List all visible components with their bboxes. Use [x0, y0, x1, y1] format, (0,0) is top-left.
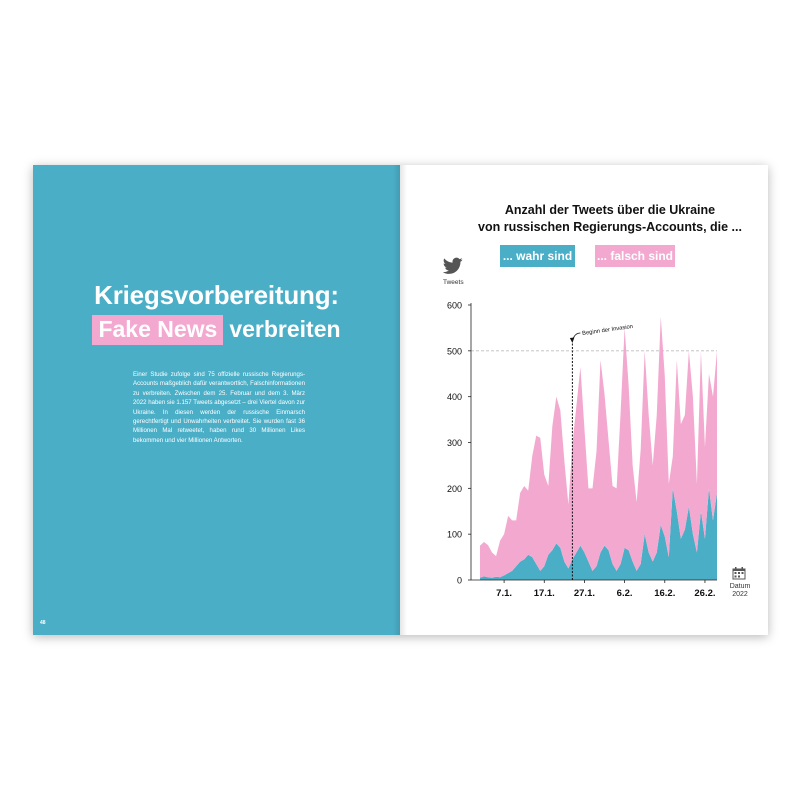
headline-line-1: Kriegsvorbereitung: — [94, 280, 339, 310]
y-tick-label-500: 500 — [446, 346, 462, 357]
x-tick-label-0: 7.1. — [496, 588, 513, 599]
invasion-arrow-head — [570, 338, 575, 344]
legend-false: ... falsch sind — [595, 245, 675, 267]
legend-true: ... wahr sind — [500, 245, 575, 267]
left-page — [33, 165, 400, 635]
page-number: 48 — [40, 620, 46, 626]
right-page — [400, 165, 768, 635]
book-spread — [33, 165, 768, 635]
x-tick-label-5: 26.2. — [694, 588, 716, 599]
y-tick-label-200: 200 — [446, 483, 462, 494]
page-gutter-shadow — [393, 165, 407, 635]
x-axis-title-line-2: 2022 — [732, 591, 748, 598]
tweets-area-chart — [400, 165, 768, 635]
chart-title-line-1: Anzahl der Tweets über die Ukraine — [504, 203, 716, 217]
x-tick-label-3: 6.2. — [616, 588, 633, 599]
y-tick-label-0: 0 — [456, 575, 462, 586]
x-axis-title-line-1: Datum — [729, 583, 751, 590]
y-tick-label-600: 600 — [446, 300, 462, 311]
y-tick-label-400: 400 — [446, 392, 462, 403]
chart-title-line-2: von russischen Regierungs-Accounts, die ... — [478, 220, 742, 234]
y-tick-label-300: 300 — [446, 438, 462, 448]
y-tick-label-100: 100 — [446, 529, 462, 540]
invasion-arrow — [572, 333, 580, 341]
headline-rest: verbreiten — [229, 316, 341, 342]
x-tick-label-2: 27.1. — [573, 588, 596, 599]
y-axis-title: Tweets — [443, 279, 464, 286]
body-text: Einer Studie zufolge sind 75 offizielle russische Regierungs-Accounts maßgeblich dafür verantwortlich, Falschinformationen zu verbreiten. Zwischen dem 25. Februar und dem 3. März 2022 haben sie 1.157 Tweets abgesetzt – drei Viertel davon zur Ukraine. In diesen werden der russische Einmarsch gerechtfertigt und Unwahrheiten verbreitet. Sie wurden fast 36 Millionen Mal retweetet, haben rund 30 Millionen Likes bekommen und vier Millionen Antworten. — [133, 371, 305, 444]
invasion-annotation-label: Beginn der Invasion — [581, 323, 634, 337]
headline-highlight: Fake News — [92, 315, 223, 345]
x-tick-label-4: 16.2. — [654, 588, 676, 599]
headline-line-2 — [33, 315, 400, 345]
x-tick-label-1: 17.1. — [533, 588, 555, 599]
